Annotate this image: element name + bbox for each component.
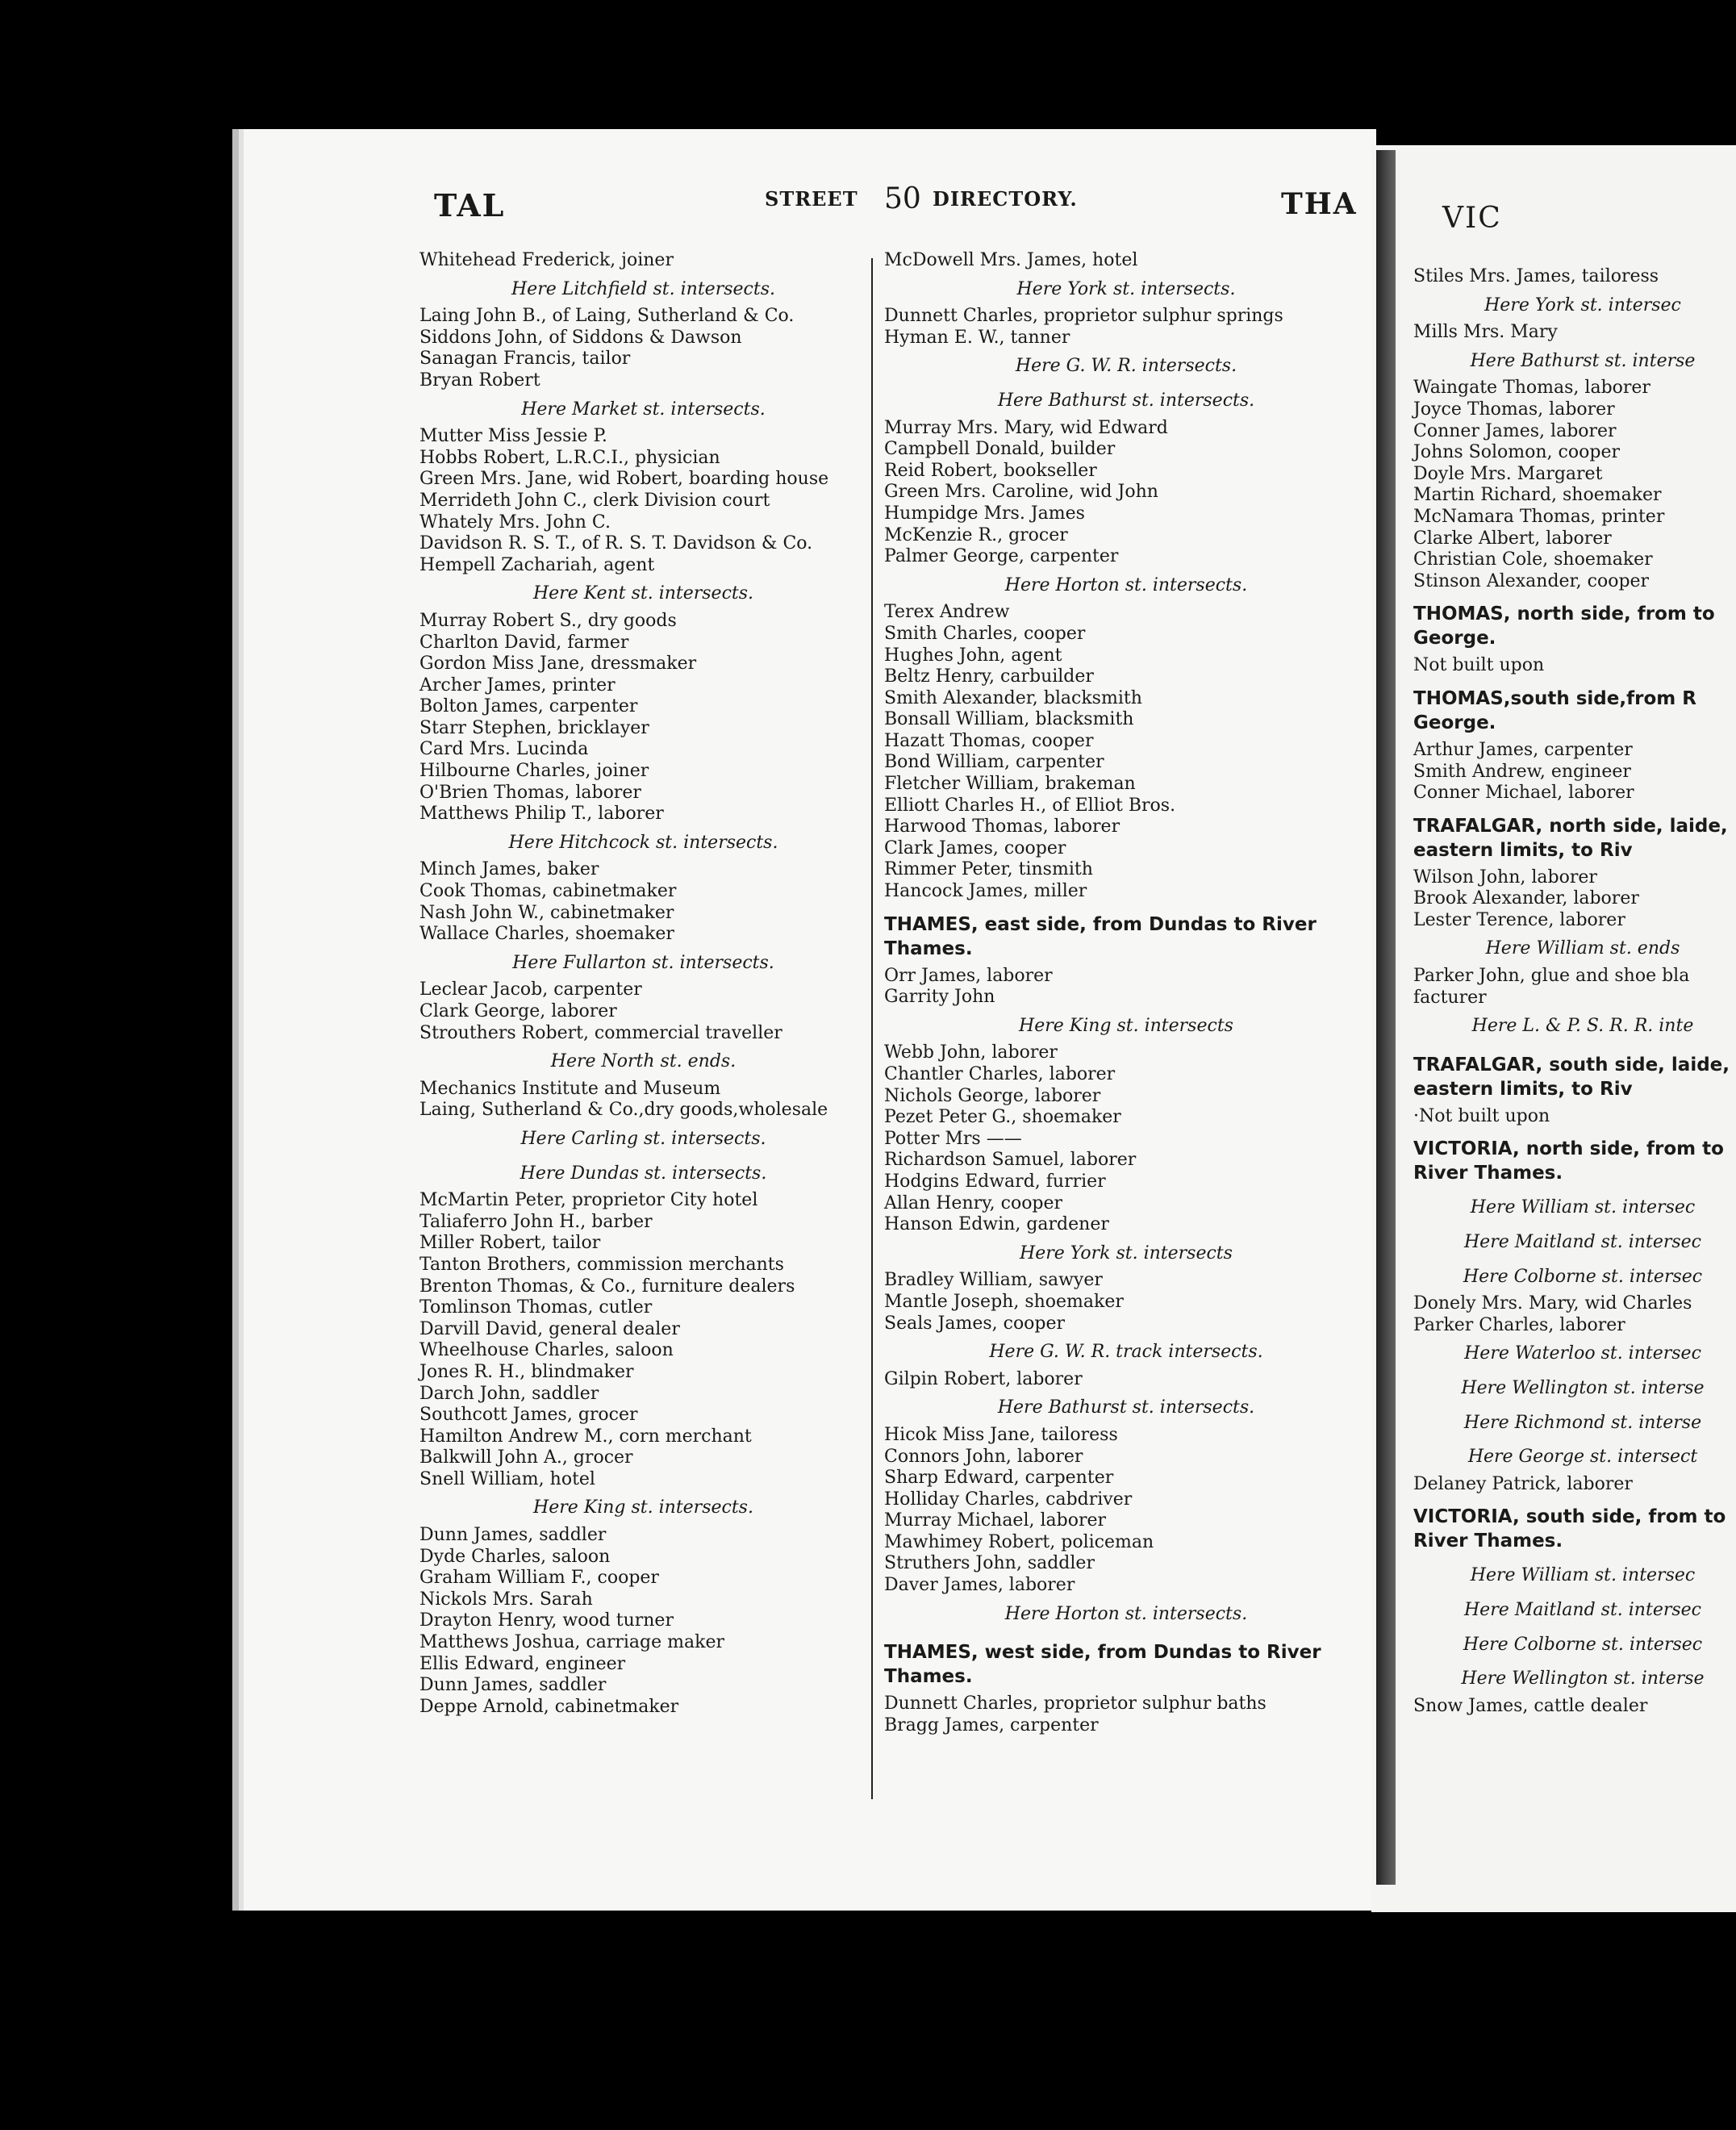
page-number: 50 — [884, 182, 921, 215]
directory-entry: Smith Charles, cooper — [884, 623, 1086, 644]
directory-entry: Rimmer Peter, tinsmith — [884, 859, 1093, 880]
directory-entry: Bryan Robert — [419, 370, 540, 390]
directory-entry: Beltz Henry, carbuilder — [884, 666, 1094, 687]
directory-entry: Doyle Mrs. Margaret — [1413, 463, 1603, 484]
directory-entry: Wheelhouse Charles, saloon — [419, 1340, 674, 1361]
directory-entry: Snow James, cattle dealer — [1413, 1695, 1648, 1716]
directory-entry: Davidson R. S. T., of R. S. T. Davidson & Co. — [419, 533, 813, 554]
directory-entry: Darch John, saddler — [419, 1383, 599, 1404]
directory-entry: Wallace Charles, shoemaker — [419, 924, 674, 945]
directory-entry: Laing, Sutherland & Co.,dry goods,wholesale — [419, 1100, 828, 1121]
directory-entry: Tomlinson Thomas, cutler — [419, 1297, 653, 1318]
intersection-note: Here Wellington st. interse — [1461, 1378, 1705, 1398]
directory-entry: Hanson Edwin, gardener — [884, 1214, 1109, 1235]
intersection-note: Here King st. intersects. — [533, 1497, 753, 1518]
directory-entry: Allan Henry, cooper — [884, 1192, 1063, 1213]
directory-entry: Mantle Joseph, shoemaker — [884, 1291, 1124, 1312]
directory-entry: Merrideth John C., clerk Division court — [419, 490, 770, 511]
directory-entry: Johns Solomon, cooper — [1413, 442, 1620, 463]
directory-entry: Smith Andrew, engineer — [1413, 761, 1631, 782]
directory-entry: Delaney Patrick, laborer — [1413, 1473, 1633, 1494]
header-left-guide: TAL — [434, 187, 506, 223]
intersection-note: Here Colborne st. intersec — [1463, 1266, 1703, 1287]
directory-entry: Bragg James, carpenter — [884, 1714, 1099, 1735]
intersection-note: Here G. W. R. track intersects. — [989, 1342, 1263, 1363]
directory-entry: Parker John, glue and shoe bla — [1413, 966, 1690, 987]
directory-entry: Green Mrs. Jane, wid Robert, boarding house — [419, 469, 829, 490]
intersection-note: Here Richmond st. interse — [1463, 1412, 1702, 1433]
intersection-note: Here Maitland st. intersec — [1464, 1599, 1701, 1620]
directory-entry: Nichols George, laborer — [884, 1085, 1101, 1106]
street-heading: VICTORIA, south side, from to River Thames. — [1413, 1506, 1726, 1552]
intersection-note: Here Litchfield st. intersects. — [511, 278, 775, 299]
directory-entry: Matthews Philip T., laborer — [419, 804, 664, 825]
directory-entry: Graham William F., cooper — [419, 1568, 659, 1589]
directory-entry: Struthers John, saddler — [884, 1553, 1095, 1574]
directory-entry: Chantler Charles, laborer — [884, 1064, 1116, 1084]
directory-entry: Taliaferro John H., barber — [419, 1211, 653, 1232]
column-left — [419, 250, 867, 1718]
directory-entry: Campbell Donald, builder — [884, 439, 1116, 460]
directory-entry: Hempell Zachariah, agent — [419, 554, 655, 575]
street-heading: THOMAS,south side,from R George. — [1413, 687, 1696, 733]
directory-entry: Tanton Brothers, commission merchants — [419, 1254, 784, 1275]
directory-entry: Seals James, cooper — [884, 1313, 1066, 1334]
intersection-note: Here Horton st. intersects. — [1004, 574, 1248, 595]
intersection-note: Here Hitchcock st. intersects. — [508, 832, 778, 853]
directory-entry: Waingate Thomas, laborer — [1413, 378, 1650, 399]
directory-entry: Mutter Miss Jessie P. — [419, 426, 607, 447]
directory-entry: McMartin Peter, proprietor City hotel — [419, 1190, 758, 1211]
directory-entry: Hodgins Edward, furrier — [884, 1171, 1106, 1192]
directory-entry: Stinson Alexander, cooper — [1413, 570, 1650, 591]
column-right — [1413, 266, 1736, 1717]
directory-entry: Donely Mrs. Mary, wid Charles — [1413, 1293, 1692, 1314]
directory-entry: Gordon Miss Jane, dressmaker — [419, 654, 697, 674]
street-heading: TRAFALGAR, south side, laide, eastern limits, to Riv — [1413, 1054, 1730, 1100]
directory-entry: McNamara Thomas, printer — [1413, 506, 1665, 527]
directory-entry: Murray Michael, laborer — [884, 1510, 1107, 1531]
directory-entry: Webb John, laborer — [884, 1042, 1058, 1063]
directory-entry: Hancock James, miller — [884, 881, 1087, 902]
next-page-guide: VIC — [1442, 202, 1502, 235]
directory-entry: Mechanics Institute and Museum — [419, 1078, 721, 1099]
directory-entry: Terex Andrew — [884, 602, 1010, 623]
intersection-note: Here George st. intersect — [1467, 1447, 1698, 1468]
directory-entry: Dunnett Charles, proprietor sulphur baths — [884, 1694, 1267, 1714]
directory-entry: McDowell Mrs. James, hotel — [884, 250, 1138, 270]
directory-entry: Dunnett Charles, proprietor sulphur springs — [884, 306, 1283, 327]
intersection-note: Here L. & P. S. R. R. inte — [1471, 1016, 1694, 1037]
directory-entry: Murray Mrs. Mary, wid Edward — [884, 417, 1168, 438]
directory-entry: Hazatt Thomas, cooper — [884, 730, 1094, 751]
directory-entry: Connors John, laborer — [884, 1446, 1083, 1467]
directory-entry: Harwood Thomas, laborer — [884, 816, 1120, 837]
intersection-note: Here William st. intersec — [1470, 1565, 1696, 1586]
directory-entry: Conner James, laborer — [1413, 420, 1617, 441]
directory-entry: Lester Terence, laborer — [1413, 909, 1625, 930]
directory-entry: Siddons John, of Siddons & Dawson — [419, 327, 742, 348]
directory-entry: Nickols Mrs. Sarah — [419, 1589, 593, 1610]
intersection-note: Here King st. intersects — [1019, 1015, 1233, 1036]
directory-entry: Bond William, carpenter — [884, 752, 1104, 773]
directory-entry: Arthur James, carpenter — [1413, 739, 1633, 760]
directory-entry: Hobbs Robert, L.R.C.I., physician — [419, 447, 720, 468]
intersection-note: Here Waterloo st. intersec — [1464, 1343, 1701, 1364]
directory-entry: Fletcher William, brakeman — [884, 774, 1136, 795]
directory-entry: Palmer George, carpenter — [884, 546, 1119, 567]
directory-entry: Strouthers Robert, commercial traveller — [419, 1022, 782, 1043]
book-gutter — [1376, 150, 1396, 1885]
directory-entry: Joyce Thomas, laborer — [1413, 399, 1615, 420]
directory-entry: O'Brien Thomas, laborer — [419, 782, 641, 803]
street-heading: THOMAS, north side, from to George. — [1413, 604, 1715, 649]
intersection-note: Here Bathurst st. interse — [1470, 350, 1696, 371]
intersection-note: Here Horton st. intersects. — [1004, 1603, 1248, 1624]
intersection-note: Here William st. intersec — [1470, 1197, 1696, 1218]
street-heading: TRAFALGAR, north side, laide, eastern limits, to Riv — [1413, 815, 1728, 861]
directory-entry: Card Mrs. Lucinda — [419, 739, 589, 760]
directory-entry: Hamilton Andrew M., corn merchant — [419, 1426, 752, 1447]
directory-entry: Laing John B., of Laing, Sutherland & Co. — [419, 306, 795, 327]
directory-entry: Green Mrs. Caroline, wid John — [884, 482, 1158, 503]
directory-entry: facturer — [1413, 987, 1487, 1008]
directory-entry: Drayton Henry, wood turner — [419, 1610, 674, 1631]
directory-entry: Orr James, laborer — [884, 965, 1053, 986]
directory-entry: Mills Mrs. Mary — [1413, 322, 1558, 343]
directory-entry: Matthews Joshua, carriage maker — [419, 1632, 724, 1653]
intersection-note: Here Fullarton st. intersects. — [512, 952, 774, 973]
directory-entry: Murray Robert S., dry goods — [419, 610, 677, 631]
intersection-note: Here Bathurst st. intersects. — [997, 1397, 1255, 1418]
intersection-note: Here North st. ends. — [550, 1051, 737, 1072]
directory-entry: Brenton Thomas, & Co., furniture dealers — [419, 1276, 795, 1297]
intersection-note: Here Dundas st. intersects. — [520, 1163, 767, 1184]
directory-entry: Charlton David, farmer — [419, 632, 629, 653]
directory-entry: Gilpin Robert, laborer — [884, 1368, 1083, 1389]
directory-entry: Humpidge Mrs. James — [884, 503, 1085, 524]
directory-entry: Parker Charles, laborer — [1413, 1314, 1625, 1335]
column-middle — [884, 250, 1368, 1736]
intersection-note: Here Bathurst st. intersects. — [997, 390, 1255, 411]
intersection-note: Here Colborne st. intersec — [1463, 1634, 1703, 1655]
directory-entry: Richardson Samuel, laborer — [884, 1150, 1137, 1171]
directory-entry: Pezet Peter G., shoemaker — [884, 1107, 1121, 1128]
directory-entry: Clark James, cooper — [884, 837, 1066, 858]
directory-entry: Archer James, printer — [419, 674, 616, 695]
directory-entry: Whately Mrs. John C. — [419, 512, 611, 532]
directory-entry: Darvill David, general dealer — [419, 1318, 680, 1339]
directory-entry: Bradley William, sawyer — [884, 1270, 1103, 1291]
directory-entry: Christian Cole, shoemaker — [1413, 549, 1653, 570]
directory-entry: Sharp Edward, carpenter — [884, 1468, 1114, 1489]
directory-entry: Not built upon — [1413, 655, 1545, 676]
intersection-note: Here Kent st. intersects. — [532, 583, 754, 604]
header-right-guide: THA — [1281, 187, 1358, 221]
directory-entry: Deppe Arnold, cabinetmaker — [419, 1696, 679, 1717]
directory-entry: Brook Alexander, laborer — [1413, 888, 1639, 909]
directory-entry: Mawhimey Robert, policeman — [884, 1531, 1154, 1552]
directory-entry: Sanagan Francis, tailor — [419, 349, 631, 370]
intersection-note: Here Carling st. intersects. — [520, 1128, 766, 1149]
directory-entry: Clarke Albert, laborer — [1413, 528, 1612, 549]
directory-entry: Potter Mrs —— — [884, 1128, 1022, 1149]
directory-entry: Dyde Charles, saloon — [419, 1546, 611, 1567]
directory-entry: Miller Robert, tailor — [419, 1233, 601, 1254]
column-divider — [871, 258, 873, 1799]
directory-entry: Elliott Charles H., of Elliot Bros. — [884, 795, 1176, 816]
intersection-note: Here Market st. intersects. — [521, 399, 766, 420]
directory-entry: Hyman E. W., tanner — [884, 327, 1070, 348]
directory-entry: Bonsall William, blacksmith — [884, 709, 1134, 730]
intersection-note: Here Maitland st. intersec — [1464, 1232, 1701, 1253]
next-page — [1371, 145, 1736, 1912]
directory-entry: Hughes John, agent — [884, 645, 1062, 666]
directory-entry: Hilbourne Charles, joiner — [419, 761, 649, 782]
directory-entry: Nash John W., cabinetmaker — [419, 902, 674, 923]
intersection-note: Here York st. intersects — [1020, 1242, 1233, 1263]
directory-entry: Clark George, laborer — [419, 1001, 617, 1021]
directory-entry: Minch James, baker — [419, 859, 599, 880]
intersection-note: Here Wellington st. interse — [1461, 1668, 1705, 1689]
header-directory-word: DIRECTORY. — [933, 187, 1078, 211]
directory-entry: Dunn James, saddler — [419, 1675, 607, 1696]
directory-page — [232, 129, 1376, 1911]
directory-entry: Holliday Charles, cabdriver — [884, 1489, 1133, 1510]
street-heading: THAMES, west side, from Dundas to River Thames. — [884, 1642, 1321, 1688]
directory-entry: Starr Stephen, bricklayer — [419, 717, 649, 738]
directory-entry: Stiles Mrs. James, tailoress — [1413, 266, 1659, 286]
directory-entry: McKenzie R., grocer — [884, 524, 1068, 545]
directory-entry: Smith Alexander, blacksmith — [884, 687, 1142, 708]
directory-entry: Bolton James, carpenter — [419, 696, 638, 717]
directory-entry: Conner Michael, laborer — [1413, 783, 1634, 804]
street-heading: VICTORIA, north side, from to River Thames. — [1413, 1138, 1724, 1184]
directory-entry: Garrity John — [884, 987, 995, 1008]
directory-entry: Daver James, laborer — [884, 1575, 1075, 1596]
header-street-word: STREET — [765, 187, 858, 211]
directory-entry: Ellis Edward, engineer — [419, 1653, 626, 1674]
intersection-note: Here York st. intersects. — [1016, 278, 1236, 299]
directory-entry: Dunn James, saddler — [419, 1525, 607, 1546]
directory-entry: Martin Richard, shoemaker — [1413, 485, 1662, 506]
directory-entry: Whitehead Frederick, joiner — [419, 250, 674, 270]
directory-entry: Balkwill John A., grocer — [419, 1447, 633, 1468]
directory-entry: Reid Robert, bookseller — [884, 460, 1097, 481]
street-heading: THAMES, east side, from Dundas to River Thames. — [884, 913, 1317, 959]
directory-entry: ·Not built upon — [1413, 1105, 1550, 1126]
directory-entry: Wilson John, laborer — [1413, 867, 1597, 888]
directory-entry: Snell William, hotel — [419, 1468, 595, 1489]
intersection-note: Here G. W. R. intersects. — [1015, 356, 1237, 377]
directory-entry: Jones R. H., blindmaker — [419, 1361, 634, 1382]
directory-entry: Hicok Miss Jane, tailoress — [884, 1424, 1118, 1445]
directory-entry: Cook Thomas, cabinetmaker — [419, 881, 677, 902]
intersection-note: Here William st. ends — [1485, 938, 1680, 959]
directory-entry: Southcott James, grocer — [419, 1405, 638, 1426]
intersection-note: Here York st. intersec — [1484, 294, 1681, 315]
directory-entry: Leclear Jacob, carpenter — [419, 979, 642, 1000]
